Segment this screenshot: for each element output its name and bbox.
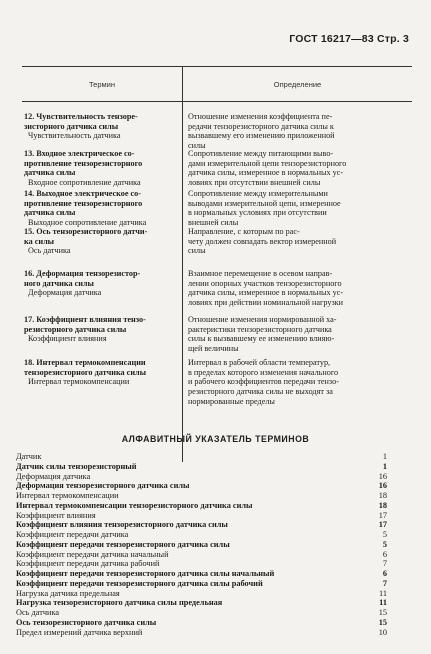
term-line: 17. Коэффициент влияния тензо- [24,315,146,324]
index-page-number: 1 [382,452,387,461]
term-line: 13. Входное электрическое со- [24,149,135,158]
definition-line: вызвавшему его изменению приложенной [188,131,335,141]
definition-line: Отношение изменения нормированной ха- [188,315,337,324]
index-term: Предел измерений датчика верхний [16,627,143,637]
term-cell [24,269,180,298]
index-term: Нагрузка датчика предельная [16,588,120,598]
term-line: Входное сопротивление датчика [28,178,141,188]
col-def-header: Определение [273,79,322,89]
index-row [16,472,387,482]
column-divider [182,102,183,462]
index-page-number: 15 [378,617,387,627]
index-term: Коэффициент влияния тензорезисторного датчика силы [16,520,228,530]
term-line: датчика силы [24,208,76,218]
index-term: Коэффициент передачи тензорезисторного датчика силы [16,539,230,549]
definition-line: лении опорных участков тензорезисторного [188,278,342,288]
index-page-number: 17 [378,510,387,520]
index-term: Интервал термокомпенсации тензорезисторного датчика силы [16,500,253,510]
index-page-number: 10 [378,627,387,637]
definition-cell [188,112,410,151]
definition-line: рактеристики тензорезисторного датчика [188,324,332,334]
definition-line: Направление, с которым по рас- [188,227,300,236]
index-page-number: 6 [382,549,387,559]
index-row [16,618,387,628]
definition-line: Взаимное перемещение в осевом направ- [188,269,333,278]
col-terms-header: Термин [22,67,183,101]
term-line: Деформация датчика [28,288,102,298]
term-line: тензорезисторного датчика силы [24,367,147,377]
term-index [16,452,387,637]
index-row [16,501,387,511]
index-term: Коэффициент влияния [16,510,96,520]
index-row [16,608,387,618]
term-line: Интервал термокомпенсации [28,377,130,387]
index-title: АЛФАВИТНЫЙ УКАЗАТЕЛЬ ТЕРМИНОВ [121,434,310,444]
definition-line: Интервал в рабочей области температур, [188,358,331,367]
definition-cell [188,269,410,308]
term-line: 18. Интервал термокомпенсации [24,358,146,367]
index-row [16,481,387,491]
definition-line: чету должен совпадать вектор измеренной [188,236,337,246]
term-line: противление тензорезисторного [24,198,143,208]
definition-line: силы [188,246,206,256]
index-page-number: 11 [379,598,387,608]
index-row [16,598,387,608]
index-row [16,628,387,638]
term-cell [24,112,180,141]
index-term: Коэффициент передачи датчика [16,530,129,539]
term-line: ка силы [24,236,55,246]
index-term: Датчик [16,452,42,461]
definition-line: в нормальных условиях при отсутствии [188,208,327,218]
definition-line: силы [188,141,206,151]
index-row [16,579,387,589]
term-line: Ось датчика [28,246,71,256]
index-row [16,462,387,472]
definition-line: Отношение изменения коэффициента пе- [188,112,333,121]
table-body [22,102,412,462]
index-row [16,530,387,540]
term-line: Чувствительность датчика [28,131,121,141]
index-page-number: 18 [378,491,387,500]
term-line: ного датчика силы [24,278,94,288]
index-row [16,491,387,501]
definition-line: Сопротивление между питающими выво- [188,149,334,158]
term-line: датчика силы [24,168,76,178]
definition-line: ловиях при действии номинальной нагрузки [188,298,344,308]
index-row [16,511,387,521]
term-line: противление тензорезисторного [24,158,143,168]
definition-cell [188,149,410,188]
definition-line: датчика силы, измеренное в нормальных ус- [188,168,344,178]
definition-line: силы к вызвавшему ее изменению влияю- [188,334,335,344]
term-line: 12. Чувствительность тензоре- [24,112,138,121]
term-cell [24,358,180,387]
page-header: ГОСТ 16217—83 Стр. 3 [289,33,409,45]
index-term: Деформация датчика [16,471,91,481]
term-cell [24,149,180,188]
index-term: Коэффициент передачи тензорезисторного датчика силы начальный [16,569,275,578]
term-line: Коэффициент влияния [28,334,107,344]
index-page-number: 17 [378,520,387,530]
term-line: зисторного датчика силы [24,121,119,131]
index-row [16,550,387,560]
index-page-number: 15 [378,608,387,617]
index-row [16,569,387,579]
definition-line: в пределах которого изменения начального [188,367,339,377]
index-term: Ось датчика [16,608,60,617]
index-page-number: 18 [378,500,387,510]
index-row [16,589,387,599]
index-page-number: 16 [378,481,387,491]
definition-cell [188,227,410,256]
index-term: Деформация тензорезисторного датчика силы [16,481,190,491]
definition-line: Сопротивление между измерительными [188,189,328,198]
term-line: 16. Деформация тензорезистор- [24,269,141,278]
definition-cell [188,189,410,228]
index-page-number: 5 [382,539,387,549]
definition-line: резисторного датчика силы не выходят за [188,387,333,397]
term-cell [24,189,180,228]
term-line: Выходное сопротивление датчика [28,218,147,228]
definition-line: редачи тензорезисторного датчика силы к [188,121,334,131]
index-term: Коэффициент передачи датчика начальный [16,549,169,559]
index-term: Датчик силы тензорезисторный [16,461,137,471]
terms-table [22,66,412,462]
index-page-number: 16 [378,471,387,481]
definition-line: выводами измерительной цепи, измеренное [188,198,341,208]
definition-line: ловиях при отсутствии внешней силы [188,178,321,188]
definition-cell [188,315,410,354]
term-line: резисторного датчика силы [24,324,127,334]
index-row [16,452,387,462]
table-header [22,67,412,102]
index-page-number: 7 [382,578,387,588]
index-term: Коэффициент передачи датчика рабочий [16,559,160,569]
index-page-number: 1 [382,461,387,471]
index-term: Ось тензорезисторного датчика силы [16,617,157,627]
term-line: 14. Выходное электрическое со- [24,189,141,198]
term-cell [24,315,180,344]
definition-cell [188,358,410,407]
term-line: 15. Ось тензорезисторного датчи- [24,227,148,236]
term-cell [24,227,180,256]
index-row [16,540,387,550]
index-row [16,520,387,530]
definition-line: нормированные пределы [188,396,275,406]
index-row [16,559,387,569]
definition-line: внешней силы [188,218,239,228]
index-term: Нагрузка тензорезисторного датчика силы предельная [16,598,223,608]
definition-line: щей величины [188,344,239,354]
index-term: Интервал термокомпенсации [16,491,119,500]
index-page-number: 7 [382,559,387,569]
index-term: Коэффициент передачи тензорезисторного датчика силы рабочий [16,578,263,588]
definition-line: и рабочего коэффициентов передачи тензо- [188,377,339,387]
index-page-number: 6 [382,569,387,578]
index-page-number: 5 [382,530,387,539]
definition-line: датчика силы, измеренное в нормальных ус- [188,288,344,298]
index-page-number: 11 [379,588,387,598]
definition-line: дами измерительной цепи тензорезисторного [188,158,347,168]
